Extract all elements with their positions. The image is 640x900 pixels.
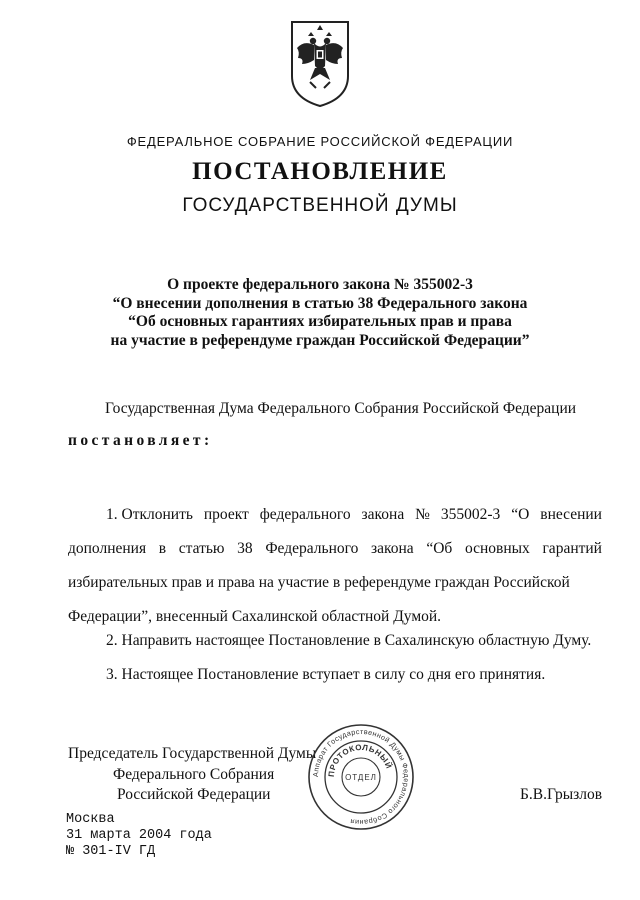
- coat-of-arms-icon: [288, 18, 352, 108]
- resolution-item-2: 2. Направить настоящее Постановление в Сахалинскую областную Думу.: [106, 632, 592, 649]
- document-number: № 301-IV ГД: [66, 844, 156, 859]
- subject-line: О проекте федерального закона № 355002-3: [167, 276, 473, 293]
- subject-line: “О внесении дополнения в статью 38 Федерального закона: [112, 294, 528, 312]
- item-line: избирательных прав и права на участие в референдуме граждан Российской: [68, 574, 570, 591]
- preamble: Государственная Дума Федерального Собрания Российской Федерации: [105, 400, 577, 417]
- resolution-item-3: 3. Настоящее Постановление вступает в силу со дня его принятия.: [106, 666, 546, 683]
- document-date: 31 марта 2004 года: [66, 828, 212, 843]
- resolution-item-1: [68, 498, 602, 634]
- item-line: дополнения в статью 38 Федерального закона “Об основных гарантий: [68, 540, 602, 557]
- signatory-title-line: Председатель Государственной Думы: [68, 745, 317, 762]
- organization-title: ФЕДЕРАЛЬНОЕ СОБРАНИЕ РОССИЙСКОЙ ФЕДЕРАЦИИ: [126, 134, 514, 149]
- stamp-middle-text: ПРОТОКОЛЬНЫЙ: [326, 742, 394, 778]
- item-line: 1. Отклонить проект федерального закона № 355002-3 “О внесении: [106, 506, 602, 523]
- official-stamp: [306, 722, 416, 832]
- stamp-center-text: ОТДЕЛ: [345, 773, 377, 782]
- place-of-signing: Москва: [66, 812, 115, 827]
- item-line: Федерации”, внесенный Сахалинской областной Думой.: [68, 608, 442, 625]
- issuer-title: ГОСУДАРСТВЕННОЙ ДУМЫ: [182, 195, 458, 216]
- resolves-heading: постановляет:: [68, 432, 213, 449]
- stamp-outer-text: Аппарат Государственной Думы Федерального Собрания: [310, 726, 412, 828]
- document-type: ПОСТАНОВЛЕНИЕ: [192, 158, 448, 185]
- subject-line: на участие в референдуме граждан Российской Федерации”: [110, 331, 530, 349]
- subject-line: “Об основных гарантиях избирательных прав и права: [128, 313, 512, 330]
- document-subject: [0, 276, 640, 350]
- signatory-title-line: Российской Федерации: [117, 786, 271, 803]
- signatory-name: Б.В.Грызлов: [520, 786, 603, 803]
- signatory-title-line: Федерального Собрания: [113, 766, 275, 783]
